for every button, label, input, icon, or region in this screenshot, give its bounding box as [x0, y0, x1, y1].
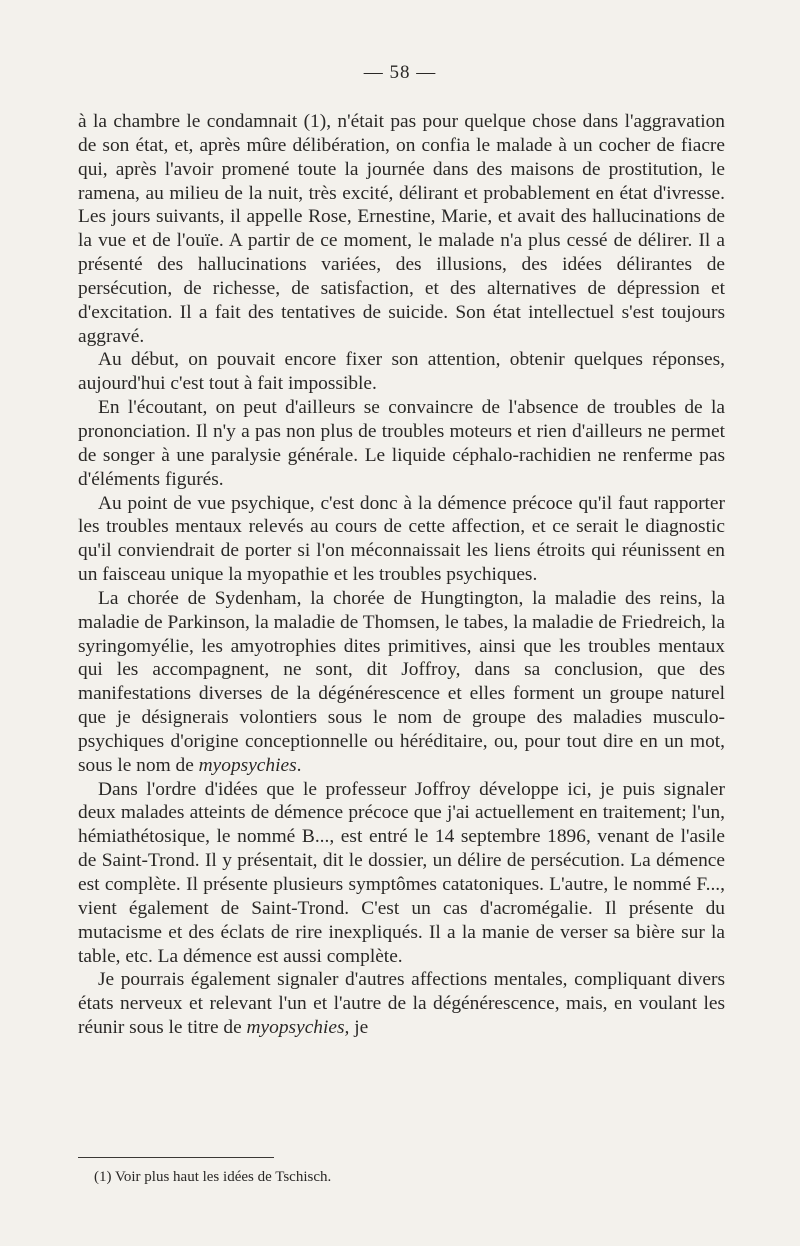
paragraph: Au point de vue psychique, c'est donc à la démence précoce qu'il faut rapporter les troubles mentaux relevés au cours de cette affection, et ce serait le diagnostic qu'il conviendrait de porter si l'on méconnaissait les liens étroits qui réunissent en un faisceau unique la myopathie et les troubles psychiques. — [78, 492, 725, 586]
footnote-rule — [78, 1157, 274, 1158]
italic-term: myopsychies — [198, 754, 297, 776]
paragraph-text: . — [296, 754, 302, 776]
paragraph — [78, 968, 725, 1040]
paragraph-text: Je pourrais également signaler d'autres affections mentales, compliquant divers états nerveux et relevant l'un et l'autre de la dégénérescence, mais, en voulant les réunir sous le titre de — [78, 969, 725, 1039]
body-text — [78, 110, 725, 1040]
paragraph: En l'écoutant, on peut d'ailleurs se convaincre de l'absence de troubles de la prononciation. Il n'y a pas non plus de troubles moteurs et rien d'ailleurs ne permet de songer à une paralysie générale. Le liquide céphalo-rachidien ne renferme pas d'éléments figurés. — [78, 397, 725, 490]
italic-term: myopsychies, — [246, 1017, 350, 1039]
paragraph: Au début, on pouvait encore fixer son attention, obtenir quelques réponses, aujourd'hui c'est tout à fait impossible. — [78, 349, 725, 395]
paragraph: Dans l'ordre d'idées que le professeur Joffroy développe ici, je puis signaler deux malades atteints de démence précoce que j'ai actuellement en traitement; l'un, hémiathétosique, le nommé B..., est entré le 14 septembre 1896, venant de l'asile de Saint-Trond. Il y présentait, dit le dossier, un délire de persécution. La démence est complète. Il présente plusieurs symptômes catatoniques. L'autre, le nommé F..., vient également de Saint-Trond. C'est un cas d'acromégalie. Il présente du mutacisme et des éclats de rire inexpliqués. Il a la manie de verser sa bière sur la table, etc. La démence est aussi complète. — [78, 778, 725, 967]
paragraph-text: je — [349, 1017, 369, 1039]
paragraph-text: La chorée de Sydenham, la chorée de Hungtington, la maladie des reins, la maladie de Parkinson, la maladie de Thomsen, le tabes, la maladie de Friedreich, la syringomyélie, les amyotrophies dites primitives, ainsi que les troubles mentaux qui les accompagnent, ne sont, dit Joffroy, dans sa conclusion, que des manifestations diverses de la dégénérescence et elles forment un groupe naturel que je désignerais volontiers sous le nom de groupe des maladies musculo-psychiques d'origine conceptionnelle ou héréditaire, ou, pour tout dire en un mot, sous le nom de — [78, 587, 725, 776]
page-number: — 58 — — [363, 62, 437, 83]
footnote: (1) Voir plus haut les idées de Tschisch. — [94, 1169, 332, 1185]
paragraph — [78, 587, 725, 778]
paragraph: à la chambre le condamnait (1), n'était pas pour quelque chose dans l'aggravation de son état, et, après mûre délibération, on confia le malade à un cocher de fiacre qui, après l'avoir promené toute la journée dans des maisons de prostitution, le ramena, au milieu de la nuit, très excité, délirant et probablement en état d'ivresse. Les jours suivants, il appelle Rose, Ernestine, Marie, et avait des hallucinations de la vue et de l'ouïe. A partir de ce moment, le malade n'a plus cessé de délirer. Il a présenté des hallucinations variées, des illusions, des idées délirantes de persécution, de richesse, de satisfaction, et des alternatives de dépression et d'excitation. Il a fait des tentatives de suicide. Son état intellectuel s'est toujours aggravé. — [78, 111, 725, 347]
